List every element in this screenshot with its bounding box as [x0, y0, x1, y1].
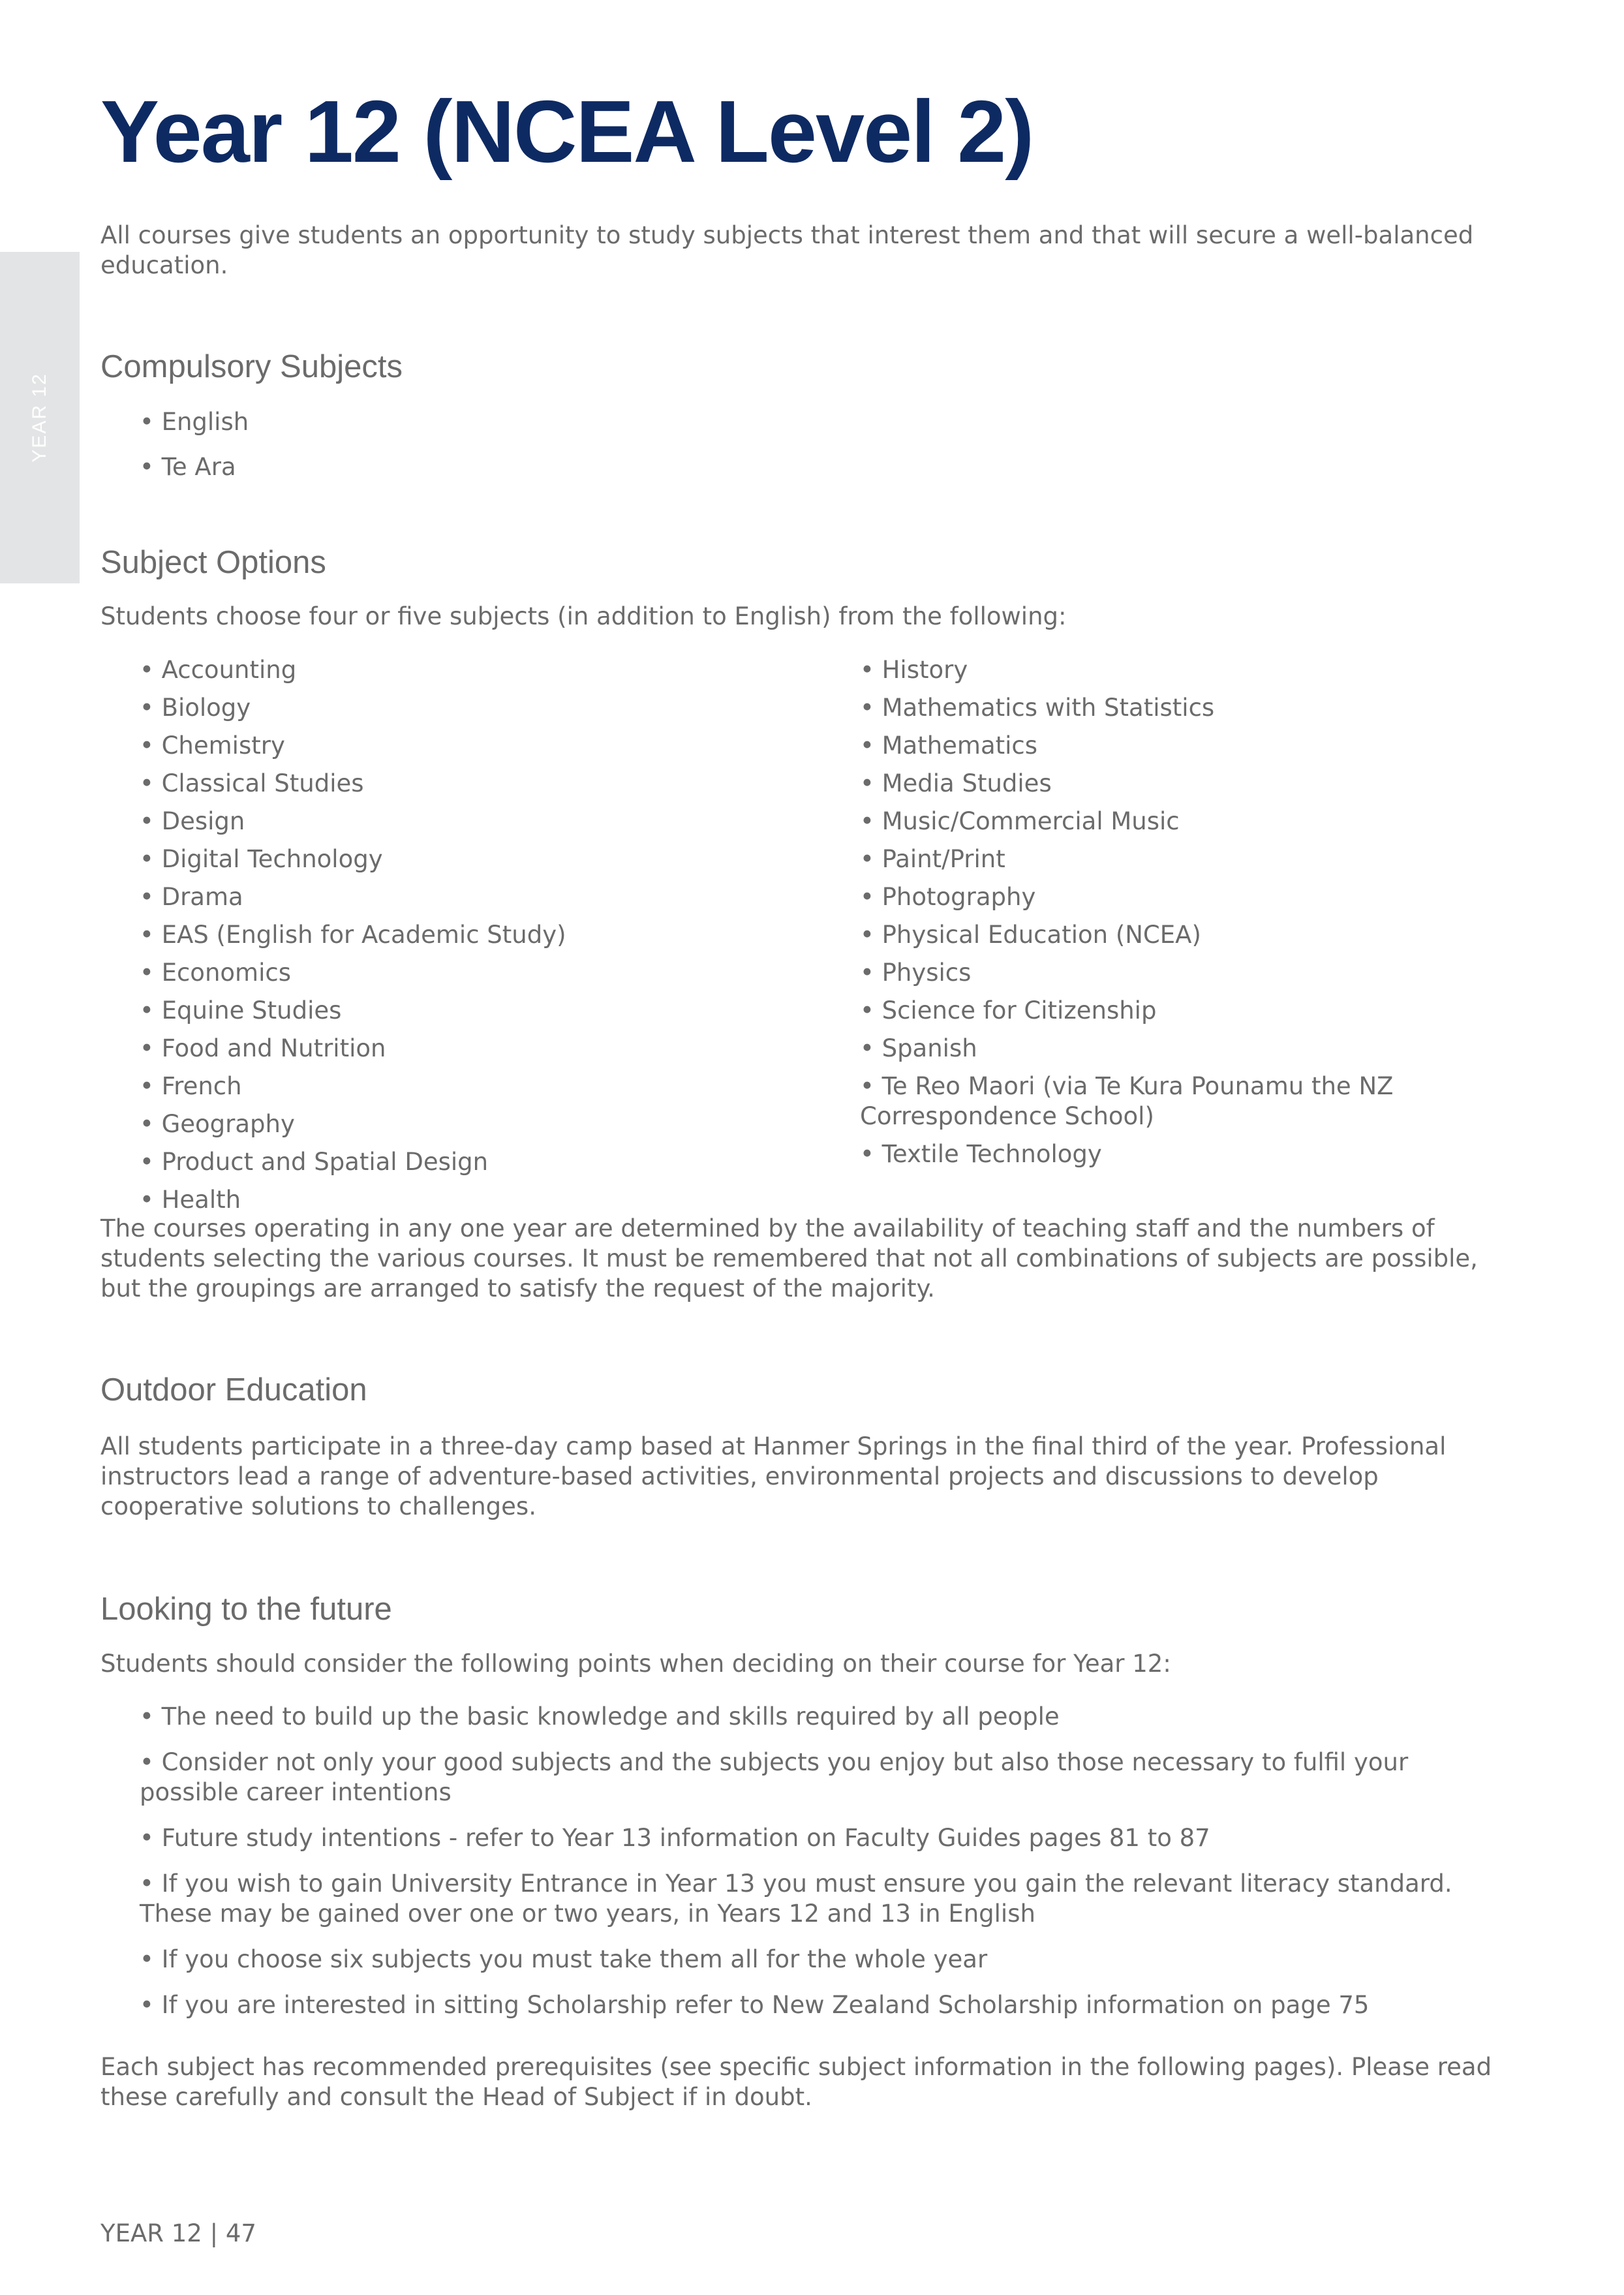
future-intro: Students should consider the following points when deciding on their course for Year 12:: [100, 1650, 1171, 1678]
list-item: • Mathematics with Statistics: [860, 694, 1215, 722]
list-item: • French: [140, 1072, 242, 1100]
list-item: • Future study intentions - refer to Year 13 information on Faculty Guides pages 81 to 87: [140, 1824, 1210, 1852]
list-item: • Science for Citizenship: [860, 996, 1157, 1024]
list-item: • English: [140, 408, 249, 436]
outdoor-paragraph: All students participate in a three-day camp based at Hanmer Springs in the final third of the year. Professional instructors lead a range of adventure-based activities, environmental projects and discussions to develop cooperative solutions to challenges.: [100, 1432, 1447, 1520]
list-item: • Chemistry: [140, 732, 285, 760]
list-item: • Biology: [140, 694, 251, 722]
options-note: The courses operating in any one year are determined by the availability of teaching staff and the numbers of students selecting the various courses. It must be remembered that not all combinations of subjects are possible, but the groupings are arranged to satisfy the request of the majority.: [100, 1214, 1478, 1302]
list-item: • Equine Studies: [140, 996, 342, 1024]
list-item: • Media Studies: [860, 769, 1052, 797]
options-left-column: [140, 655, 831, 1223]
list-item: • Paint/Print: [860, 845, 1005, 873]
page-footer: YEAR 12 | 47: [100, 2219, 256, 2247]
options-right-column: [860, 655, 1447, 1177]
list-item: • Food and Nutrition: [140, 1034, 386, 1062]
list-item: • Product and Spatial Design: [140, 1148, 489, 1176]
list-item: • Physical Education (NCEA): [860, 921, 1201, 949]
options-heading: Subject Options: [100, 545, 326, 580]
list-item: • Music/Commercial Music: [860, 807, 1180, 835]
page-title: Year 12 (NCEA Level 2): [100, 82, 1034, 181]
list-item: • If you are interested in sitting Scholarship refer to New Zealand Scholarship information on page 75: [140, 1991, 1370, 2019]
compulsory-heading: Compulsory Subjects: [100, 349, 403, 384]
list-item: • The need to build up the basic knowledge and skills required by all people: [140, 1702, 1060, 1731]
options-intro: Students choose four or five subjects (in addition to English) from the following:: [100, 602, 1067, 630]
list-item: • Spanish: [860, 1034, 977, 1062]
list-item: • If you wish to gain University Entrance in Year 13 you must ensure you gain the relevant literacy standard. These may be gained over one or two years, in Years 12 and 13 in English: [140, 1870, 1452, 1928]
intro-paragraph: All courses give students an opportunity to study subjects that interest them and that will secure a well-balanced education.: [100, 221, 1474, 279]
list-item: • Design: [140, 807, 245, 835]
list-item: • If you choose six subjects you must take them all for the whole year: [140, 1945, 988, 1973]
list-item: • Digital Technology: [140, 845, 383, 873]
list-item: • Physics: [860, 959, 972, 987]
list-item: • Te Reo Maori (via Te Kura Pounamu the NZ Correspondence School): [860, 1072, 1394, 1130]
side-tab-label: YEAR 12: [29, 373, 50, 463]
list-item: • Textile Technology: [860, 1140, 1102, 1168]
list-item: • Mathematics: [860, 732, 1038, 760]
compulsory-list: [100, 407, 1523, 497]
list-item: • Te Ara: [140, 453, 236, 481]
list-item: • Health: [140, 1186, 241, 1214]
list-item: • EAS (English for Academic Study): [140, 921, 566, 949]
future-heading: Looking to the future: [100, 1592, 392, 1627]
list-item: • Classical Studies: [140, 769, 364, 797]
future-list: [100, 1702, 1497, 2036]
list-item: • Economics: [140, 959, 291, 987]
list-item: • Photography: [860, 883, 1036, 911]
list-item: • Accounting: [140, 656, 297, 684]
list-item: • Drama: [140, 883, 243, 911]
list-item: • Geography: [140, 1110, 295, 1138]
list-item: • History: [860, 656, 968, 684]
outdoor-heading: Outdoor Education: [100, 1372, 367, 1408]
future-closing: Each subject has recommended prerequisites (see specific subject information in the following pages). Please read these carefully and consult the Head of Subject if in doubt.: [100, 2053, 1492, 2111]
list-item: • Consider not only your good subjects and the subjects you enjoy but also those necessary to fulfil your possible career intentions: [140, 1748, 1409, 1806]
